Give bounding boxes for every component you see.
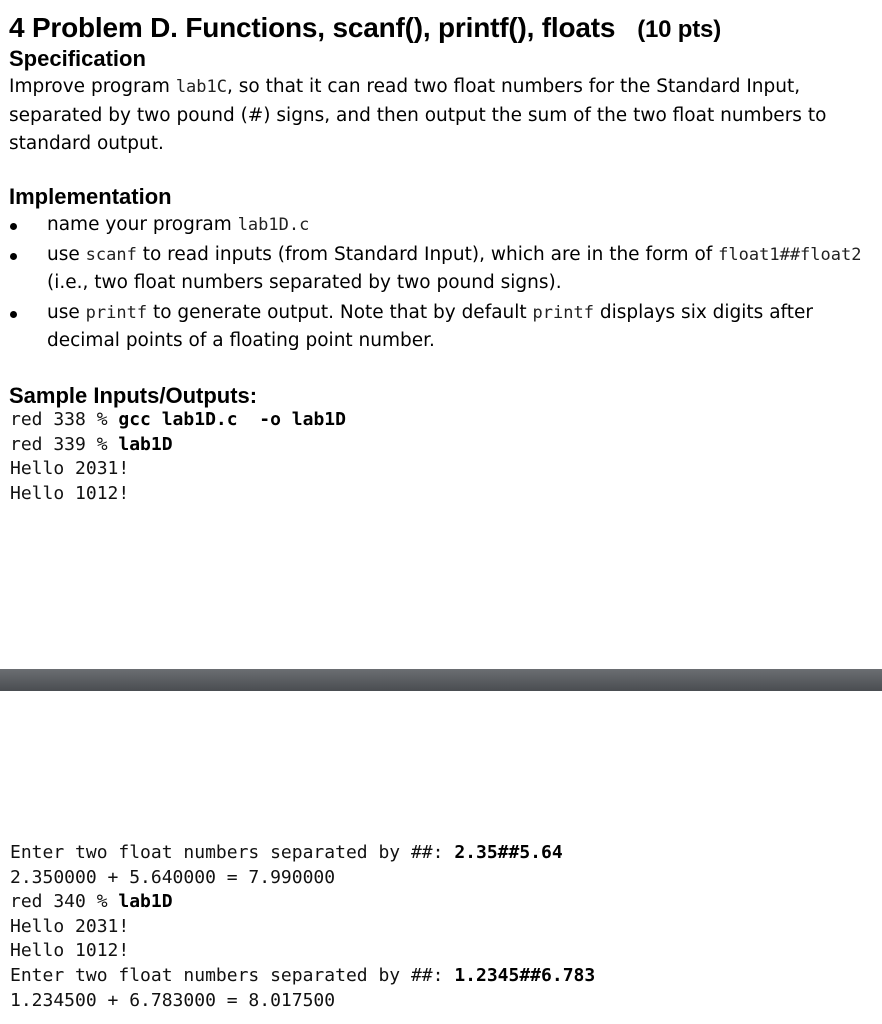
- item-text: to read inputs (from Standard Input), which are in the form of: [136, 243, 719, 265]
- terminal-prompt: Enter two float numbers separated by ##:: [10, 842, 455, 863]
- terminal-input: 2.35##5.64: [454, 842, 563, 863]
- specification-paragraph: [9, 73, 869, 159]
- terminal-command: lab1D: [118, 433, 173, 455]
- terminal-line: [10, 433, 346, 458]
- terminal-line: Hello 1012!: [10, 940, 130, 962]
- item-text: displays six digits after decimal points of a floating point number.: [47, 301, 813, 351]
- terminal-line: [10, 841, 595, 866]
- item-text: (i.e., two float numbers separated by two pound signs).: [47, 272, 562, 293]
- problem-title: [9, 12, 721, 44]
- terminal-line: Hello 2031!: [10, 458, 130, 480]
- terminal-line: Hello 1012!: [10, 482, 130, 504]
- terminal-line: [10, 890, 595, 915]
- terminal-command: lab1D: [118, 891, 173, 913]
- terminal-line: 1.234500 + 6.783000 = 8.017500: [10, 989, 336, 1011]
- list-item: [0, 211, 870, 240]
- sample-terminal: [10, 408, 346, 506]
- spec-code-lab1c: lab1C: [175, 77, 227, 97]
- item-text: name your program: [47, 214, 238, 235]
- page-divider: [0, 669, 882, 691]
- terminal-prompt: red 338 %: [10, 409, 119, 430]
- title-text: 4 Problem D. Functions, scanf(), printf(), floats: [9, 12, 616, 43]
- sample-heading: Sample Inputs/Outputs:: [9, 383, 258, 408]
- item-text: to generate output. Note that by default: [147, 301, 533, 323]
- terminal-line: 2.350000 + 5.640000 = 7.990000: [10, 866, 336, 888]
- title-points: (10 pts): [637, 16, 721, 43]
- terminal-prompt: Enter two float numbers separated by ##:: [10, 964, 455, 986]
- item-code: printf: [85, 302, 148, 323]
- implementation-heading: Implementation: [9, 184, 172, 209]
- list-item: [0, 241, 870, 298]
- terminal-command: gcc lab1D.c -o lab1D: [118, 409, 346, 430]
- terminal-prompt: red 339 %: [10, 433, 119, 455]
- spec-text-pre: Improve program: [9, 76, 176, 97]
- bullet-icon: [10, 253, 17, 260]
- terminal-input: 1.2345##6.783: [454, 964, 596, 986]
- continued-terminal: [10, 841, 595, 1013]
- bullet-icon: [10, 311, 17, 318]
- implementation-list: [0, 211, 870, 357]
- specification-heading: Specification: [9, 46, 146, 71]
- terminal-line: [10, 964, 595, 989]
- item-code: printf: [532, 302, 594, 323]
- item-text: use: [47, 243, 86, 265]
- terminal-line: Hello 2031!: [10, 915, 130, 937]
- terminal-prompt: red 340 %: [10, 891, 119, 913]
- spec-text-post: , so that it can read two float numbers for the Standard Input, separated by two pound (#) signs, and then output the sum of the two float numbers to standard output.: [9, 76, 827, 154]
- list-item: [0, 299, 870, 356]
- bullet-icon: [10, 223, 17, 230]
- item-code: lab1D.c: [237, 215, 310, 235]
- item-code: scanf: [85, 244, 137, 265]
- item-text: use: [47, 301, 86, 323]
- terminal-line: [10, 408, 346, 433]
- item-code: float1##float2: [718, 244, 862, 265]
